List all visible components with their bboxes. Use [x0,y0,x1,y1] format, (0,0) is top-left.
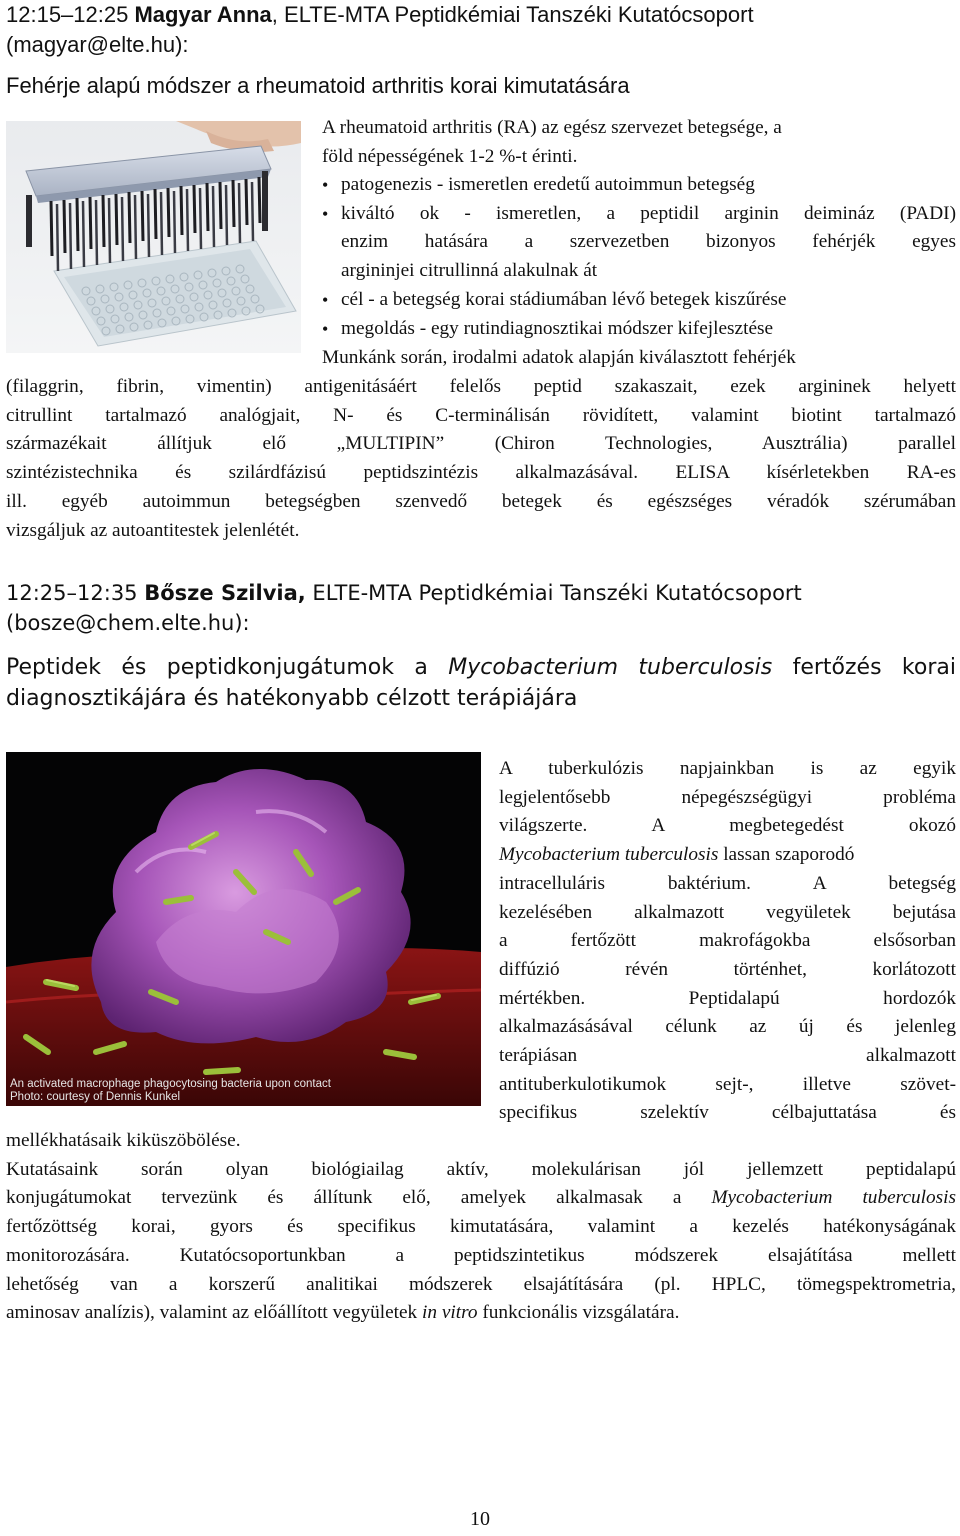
bullet-text: cél - a betegség korai stádiumában lévő betegek kiszűrése [341,288,787,310]
talk2-paragraph [6,1127,956,1328]
bullet-item [322,200,956,286]
paragraph-line: monitorozására. Kutatócsoportunkban a peptidszintetikus módszerek elsajátítása mellett [6,1244,956,1266]
in-vitro-term: in vitro [422,1302,478,1324]
paragraph-line: lehetőség van a korszerű analitikai módszerek elsajátítására (pl. HPLC, tömegspektrometria, [6,1273,956,1295]
talk2-email: (bosze@chem.elte.hu): [6,611,250,635]
talk2-title-part: Peptidek és peptidkonjugátumok a [6,655,428,680]
photo-caption-line: An activated macrophage phagocytosing bacteria upon contact [10,1078,331,1090]
side-line: alkalmazásásával célunk az új és jelenleg [499,1016,956,1038]
bullet-text: argininjei citrullinná alakulnak át [341,260,598,282]
bullet-item [322,171,956,200]
talk2-title-line2: diagnosztikájára és hatékonyabb célzott terápiájára [6,686,578,711]
talk1-title: Fehérje alapú módszer a rheumatoid arthritis korai kimutatására [6,73,630,98]
microplate-illustration [6,121,301,353]
photo-caption [10,1078,331,1104]
paragraph-line: Munkánk során, irodalmi adatok alapján kiválasztott fehérjék [322,347,796,368]
talk2-speaker: Bősze Szilvia, [144,581,306,605]
talk1-time: 12:15–12:25 [6,2,129,27]
talk1-speaker: Magyar Anna [134,2,272,27]
paragraph-line: vizsgáljuk az autoantitestek jelenlétét. [6,519,300,541]
paragraph-line: (filaggrin, fibrin, vimentin) antigenitásáért felelős peptid szakaszait, ezek argininek helyett [6,376,956,397]
talk1-intro [322,114,958,171]
macrophage-photo [6,752,481,1106]
talk1-header [6,0,956,30]
talk2-header [6,578,956,608]
paragraph-line-text: funkcionális vizsgálatára. [477,1302,680,1324]
paragraph-line [6,1299,956,1328]
side-line: intracelluláris baktérium. A betegség [499,872,956,894]
side-line: terápiásan alkalmazott [499,1045,956,1067]
paragraph-line: szintézistechnika és szilárdfázisú peptidszintézis alkalmazásával. ELISA kísérletekben RA-es [6,462,956,484]
species-name: Mycobacterium tuberculosis [499,844,719,866]
side-line: diffúzió révén történhet, korlátozott [499,958,956,980]
side-line-tail: lassan szaporodó [718,844,855,866]
side-line: A tuberkulózis napjainkban is az egyik [499,758,956,779]
bullet-text: enzim hatására a szervezetben bizonyos fehérjék egyes [341,231,956,253]
paragraph-line: Kutatásaink során olyan biológiailag aktív, molekulárisan jól jellemzett peptidalapú [6,1158,956,1180]
talk2-time: 12:25–12:35 [6,581,138,605]
side-line-species [499,841,956,870]
macrophage-illustration [6,752,481,1106]
talk2-title [6,652,956,714]
side-line: kezelésében alkalmazott vegyületek bejutása [499,901,956,923]
paragraph-line: fertőzöttség korai, gyors és specifikus kimutatására, valamint a kezelés hatékonyságának [6,1216,956,1238]
talk1-email: (magyar@elte.hu): [6,32,189,57]
talk2-title-species: Mycobacterium tuberculosis [448,655,773,680]
microplate-photo [6,121,301,353]
bullet-text: patogenezis - ismeretlen eredetű autoimmun betegség [341,174,755,195]
side-line: világszerte. A megbetegedést okozó [499,815,956,837]
side-line: specifikus szelektív célbajuttatása és [499,1102,956,1124]
side-line: legjelentősebb népegészségügyi probléma [499,786,956,808]
paragraph-line: mellékhatásaik kiküszöbölése. [6,1130,241,1151]
talk2-title-part: fertőzés korai [792,655,956,680]
talk1-paragraph [6,373,956,545]
paragraph-line-text: aminosav analízis), valamint az előállított vegyületek [6,1302,423,1324]
paragraph-line: citrullint tartalmazó analógjait, N- és C-terminálisán rövidített, valamint biotint tartalmazó [6,404,956,426]
bullet-item [322,315,956,344]
side-line: mértékben. Peptidalapú hordozók [499,987,956,1009]
paragraph-line: ill. egyéb autoimmun betegségben szenvedő betegek és egészséges véradók szérumában [6,490,956,512]
talk1-affiliation: , ELTE-MTA Peptidkémiai Tanszéki Kutatócsoport [271,2,754,27]
bullet-item [322,286,956,315]
paragraph-line [6,1184,956,1213]
talk1-bullet-list [322,171,956,343]
photo-caption-line: Photo: courtesy of Dennis Kunkel [10,1091,181,1103]
talk1-intro-line2: föld népességének 1-2 %-t érinti. [322,145,578,167]
paragraph-line-text: konjugátumokat tervezünk és állítunk elő, amelyek alkalmasak a [6,1187,712,1209]
bullet-text: megoldás - egy rutindiagnosztikai módszer kifejlesztése [341,317,774,339]
paragraph-line: származékait állítjuk elő „MULTIPIN” (Chiron Technologies, Ausztrália) parallel [6,433,956,455]
page-number: 10 [470,1508,490,1530]
bullet-text: • kiváltó ok - ismeretlen, a peptidil arginin deimináz (PADI) [341,202,956,224]
side-line: antituberkulotikumok sejt-, illetve szövet- [499,1073,956,1095]
talk1-intro-line1: A rheumatoid arthritis (RA) az egész szervezet betegsége, a [322,117,782,138]
species-name: Mycobacterium tuberculosis [711,1187,956,1209]
talk2-side-text [499,755,956,1128]
talk2-affiliation: ELTE-MTA Peptidkémiai Tanszéki Kutatócsoport [312,581,802,605]
side-line: a fertőzött makrofágokba elsősorban [499,930,956,952]
talk1-paragraph-start [322,344,956,373]
